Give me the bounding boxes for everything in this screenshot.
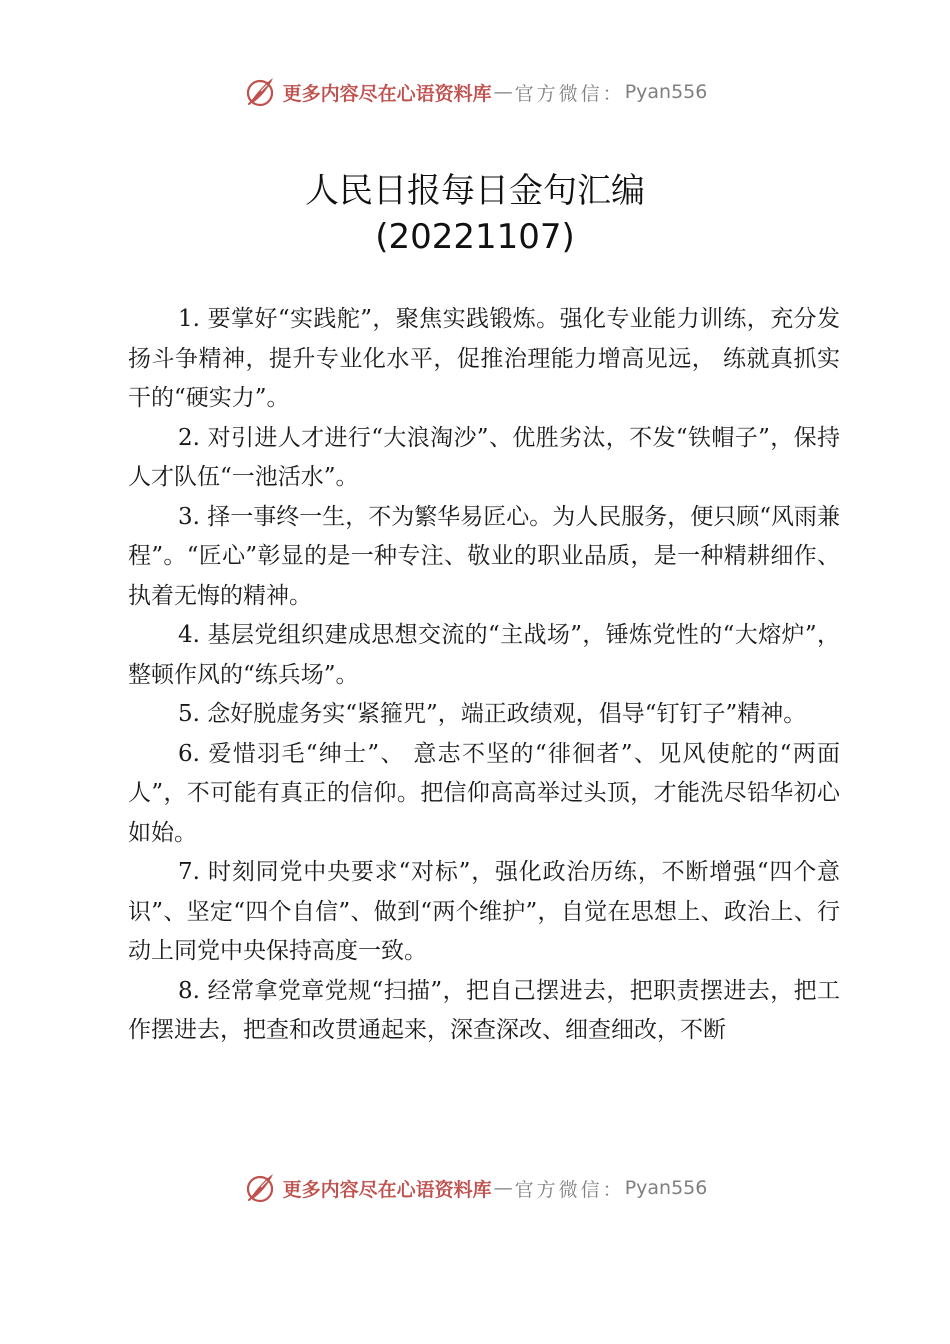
wechat-id: Pyan556 bbox=[624, 1177, 708, 1199]
paragraph-5: 5. 念好脱虚务实“紧箍咒”，端正政绩观，倡导“钉钉子”精神。 bbox=[178, 701, 807, 727]
paragraph-4: 4. 基层党组织建成思想交流的“主战场”，锤炼党性的“大熔炉”，整顿作风的“练兵场”。 bbox=[128, 622, 840, 688]
document-title-block bbox=[0, 168, 950, 260]
wechat-id: Pyan556 bbox=[624, 81, 708, 103]
feather-pen-logo-icon bbox=[243, 75, 277, 109]
promo-text: 更多内容尽在心语资料库 bbox=[282, 82, 492, 105]
footer-banner bbox=[0, 1168, 950, 1208]
wechat-label: 官方微信： bbox=[514, 82, 625, 105]
paragraph-6: 6. 爱惜羽毛“绅士”、 意志不坚的“徘徊者”、见风使舵的“两面人”，不可能有真正的信仰。把信仰高高举过头顶，才能洗尽铅华初心如始。 bbox=[128, 740, 840, 846]
paragraph-8: 8. 经常拿党章党规“扫描”，把自己摆进去，把职责摆进去，把工作摆进去，把查和改贯通起来，深查深改、细查细改，不断 bbox=[128, 977, 840, 1043]
promo-text: 更多内容尽在心语资料库 bbox=[282, 1178, 492, 1201]
feather-pen-logo-icon bbox=[243, 1171, 277, 1205]
document-body bbox=[128, 300, 840, 1051]
header-banner bbox=[0, 72, 950, 112]
paragraph-1: 1. 要掌好“实践舵”，聚焦实践锻炼。强化专业能力训练，充分发扬斗争精神，提升专业化水平，促推治理能力增高见远， 练就真抓实干的“硬实力”。 bbox=[128, 306, 840, 411]
paragraph-7: 7. 时刻同党中央要求“对标”，强化政治历练，不断增强“四个意识”、坚定“四个自信”、做到“两个维护”，自觉在思想上、政治上、行动上同党中央保持高度一致。 bbox=[128, 859, 840, 964]
document-title: 人民日报每日金句汇编 bbox=[305, 171, 645, 211]
paragraph-3: 3. 择一事终一生，不为繁华易匠心。为人民服务，便只顾“风雨兼程”。“匠心”彰显的是一种专注、敬业的职业品质，是一种精耕细作、执着无悔的精神。 bbox=[128, 503, 841, 609]
document-date: (20221107) bbox=[375, 217, 575, 257]
banner-dash: — bbox=[493, 81, 513, 103]
paragraph-2: 2. 对引进人才进行“大浪淘沙”、优胜劣汰，不发“铁帽子”，保持人才队伍“一池活水”。 bbox=[128, 424, 840, 490]
wechat-label: 官方微信： bbox=[514, 1178, 625, 1201]
banner-dash: — bbox=[493, 1177, 513, 1199]
